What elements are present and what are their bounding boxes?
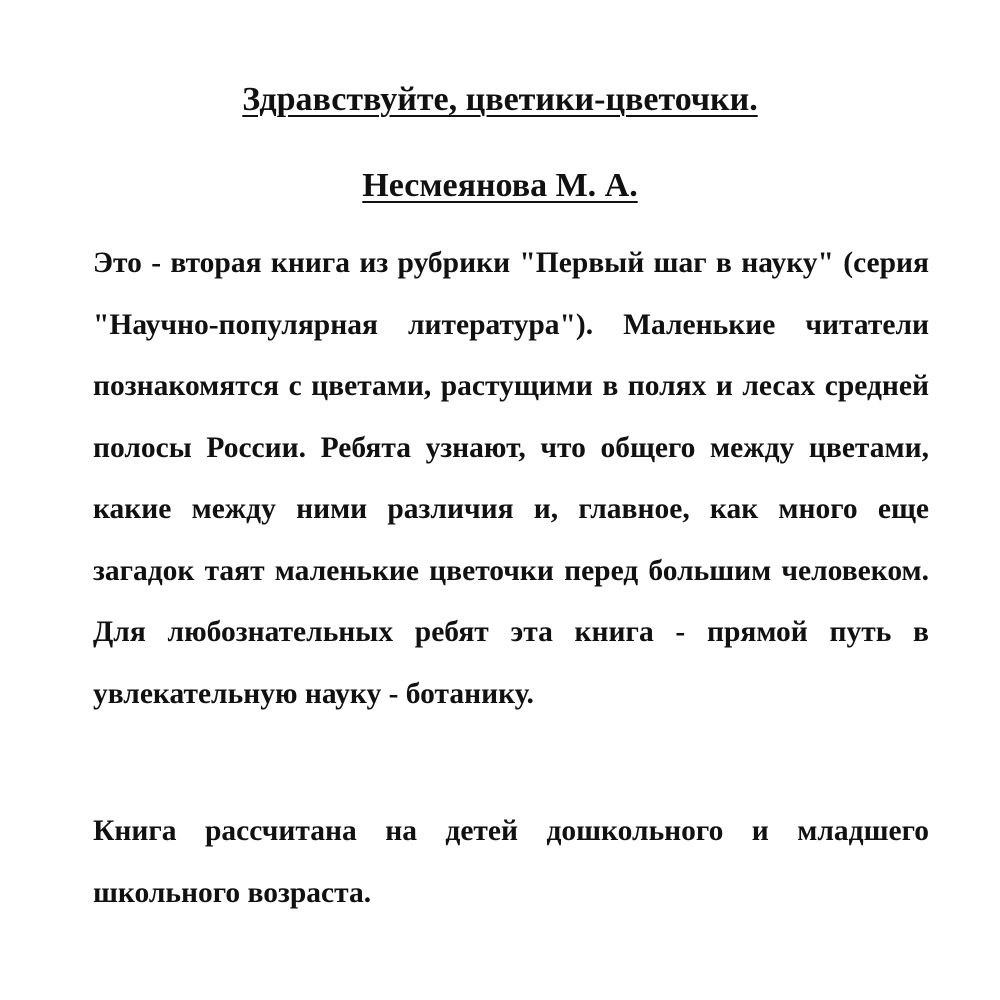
description-paragraph: Это - вторая книга из рубрики "Первый шаг в науку" (серия "Научно-популярная литература"). Маленькие читатели познакомятся с цветами, растущими в полях и лесах средней полосы России. Ребята узнают, что общего между цветами, какие между ними различия и, главное, как много еще загадок таят маленькие цветочки перед большим человеком. Для любознательных ребят эта книга - прямой путь в увлекательную науку - ботанику. (93, 247, 929, 710)
book-title-text: Здравствуйте, цветики-цветочки. (242, 81, 758, 118)
book-author (0, 166, 1000, 206)
book-author-text: Несмеянова М. А. (362, 167, 638, 204)
audience-paragraph: Книга рассчитана на детей дошкольного и младшего школьного возраста. (93, 815, 929, 909)
book-title (0, 80, 1000, 120)
